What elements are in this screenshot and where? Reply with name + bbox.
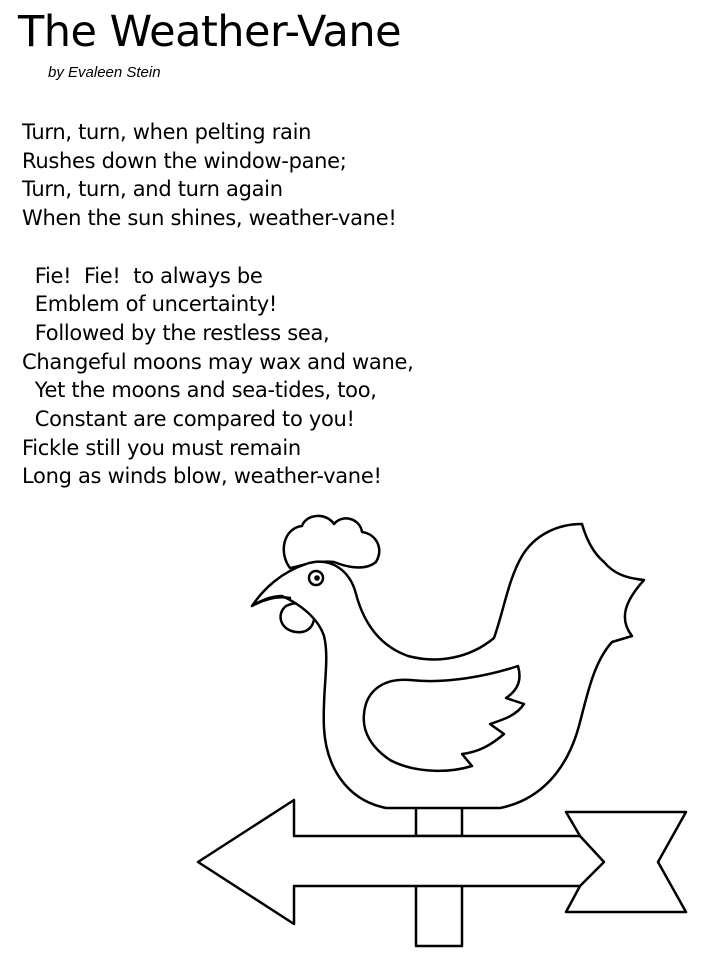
poem-line: Rushes down the window-pane; <box>22 148 347 173</box>
poem-line: Yet the moons and sea-tides, too, <box>22 378 377 403</box>
poem-line: Emblem of uncertainty! <box>22 292 278 317</box>
author-byline: by Evaleen Stein <box>48 64 161 81</box>
poem-line: Fie! Fie! to always be <box>22 263 263 288</box>
poem-line: Long as winds blow, weather-vane! <box>22 464 382 489</box>
poem-line: Turn, turn, and turn again <box>22 177 283 202</box>
rooster-comb <box>284 516 379 568</box>
poem-line: Changeful moons may wax and wane, <box>22 349 414 374</box>
poem-line: Followed by the restless sea, <box>22 320 330 345</box>
poem-line: When the sun shines, weather-vane! <box>22 206 397 231</box>
page-title: The Weather-Vane <box>18 7 402 57</box>
vane-post-lower <box>416 880 462 946</box>
rooster-pupil <box>314 575 320 581</box>
poem-line: Fickle still you must remain <box>22 435 301 460</box>
poem-line: Turn, turn, when pelting rain <box>22 120 312 144</box>
poem-line: Constant are compared to you! <box>22 407 355 432</box>
